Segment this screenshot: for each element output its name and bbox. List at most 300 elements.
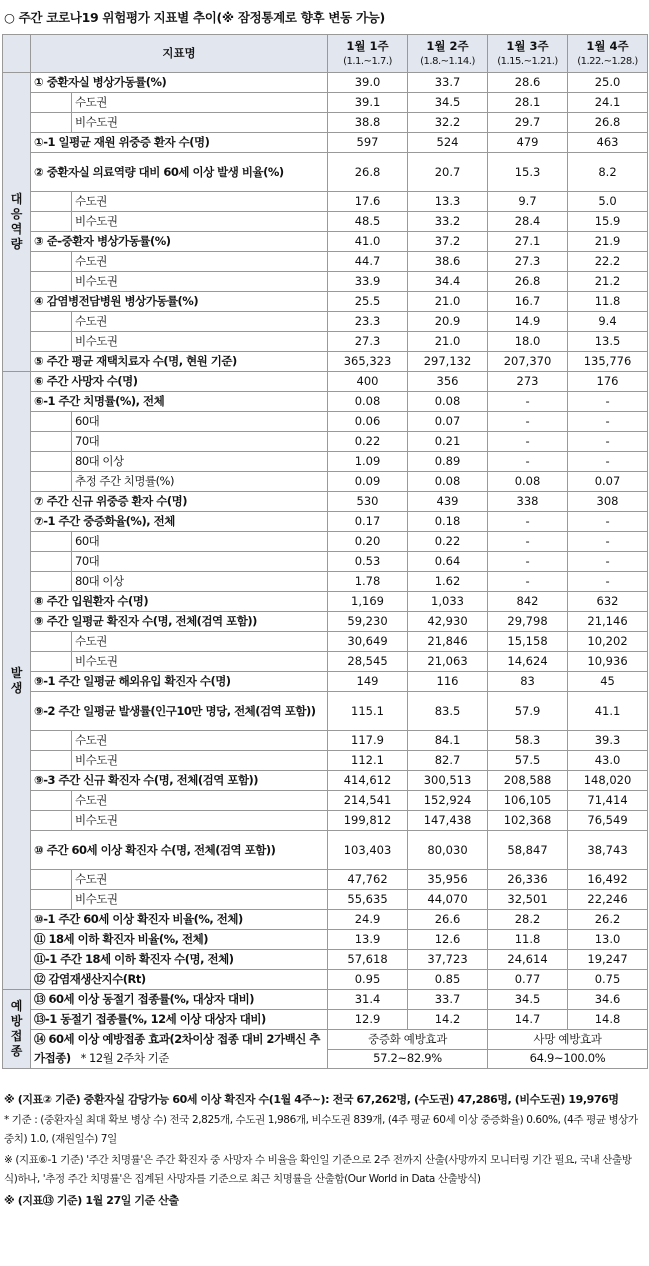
indent-cell [31,93,72,113]
value-cell: 8.2 [568,153,648,192]
category-char: 량 [10,237,23,251]
row-label: 60대 [72,532,328,552]
row-label: 수도권 [72,93,328,113]
value-cell: 12.9 [328,1010,408,1030]
category-char: 역 [10,222,23,236]
value-cell: - [568,392,648,412]
row-label: ⑬ 60세 이상 동절기 접종률(%, 대상자 대비) [31,990,328,1010]
table-row [3,392,648,412]
value-cell: 34.5 [488,990,568,1010]
row-label [31,1030,328,1069]
value-cell: 41.1 [568,692,648,731]
value-cell: 32,501 [488,890,568,910]
value-cell: 524 [408,133,488,153]
footnote: ※ (지표② 기준) 중환자실 감당가능 60세 이상 확진자 수(1월 4주~): 전국 67,262명, (수도권) 47,286명, (비수도권) 19,976명 [4,1093,619,1106]
value-cell: - [568,532,648,552]
value-cell: - [488,432,568,452]
indent-cell [31,252,72,272]
value-cell: 15,158 [488,632,568,652]
value-cell: 21.0 [408,332,488,352]
value-cell: 21.2 [568,272,648,292]
value-cell: 530 [328,492,408,512]
table-row [3,811,648,831]
vaccine-effect-note: * 12월 2주차 기준 [80,1051,169,1065]
value-cell: 38,743 [568,831,648,870]
value-cell: 42,930 [408,612,488,632]
value-cell: 338 [488,492,568,512]
value-cell: 365,323 [328,352,408,372]
value-cell: 32.2 [408,113,488,133]
value-cell: 0.64 [408,552,488,572]
table-row [3,252,648,272]
header-corner [3,35,31,73]
indent-cell [31,312,72,332]
value-cell: 9.7 [488,192,568,212]
value-cell: 117.9 [328,731,408,751]
value-cell: 14.8 [568,1010,648,1030]
table-row [3,970,648,990]
value-cell: 13.5 [568,332,648,352]
value-cell: 57.9 [488,692,568,731]
value-cell: 15.3 [488,153,568,192]
indent-cell [31,890,72,910]
value-cell: 24.1 [568,93,648,113]
value-cell: 0.21 [408,432,488,452]
table-row [3,930,648,950]
table-row [3,412,648,432]
table-row [3,113,648,133]
row-label: 비수도권 [72,652,328,672]
value-cell: 43.0 [568,751,648,771]
header-week: 1월 2주 (1.8.~1.14.) [408,35,488,73]
row-label: ⑨-1 주간 일평균 해외유입 확진자 수(명) [31,672,328,692]
value-cell: 28.6 [488,73,568,93]
death-effect-value: 64.9~100.0% [488,1049,648,1069]
row-label: ⑥-1 주간 치명률(%), 전체 [31,392,328,412]
row-label: 80대 이상 [72,452,328,472]
value-cell: 1.62 [408,572,488,592]
value-cell: 26.8 [568,113,648,133]
severe-effect-title: 중증화 예방효과 [328,1030,488,1050]
value-cell: 44,070 [408,890,488,910]
indent-cell [31,113,72,133]
value-cell: 39.0 [328,73,408,93]
table-row [3,950,648,970]
death-effect-title: 사망 예방효과 [488,1030,648,1050]
value-cell: 47,762 [328,870,408,890]
value-cell: 11.8 [568,292,648,312]
table-row [3,612,648,632]
table-row [3,512,648,532]
value-cell: 45 [568,672,648,692]
category-char: 방 [10,1014,23,1028]
footnote: ※ (지표⑬ 기준) 1월 27일 기준 산출 [4,1194,179,1207]
value-cell: 0.22 [408,532,488,552]
value-cell: 1.09 [328,452,408,472]
value-cell: 83.5 [408,692,488,731]
value-cell: 148,020 [568,771,648,791]
table-row [3,990,648,1010]
table-row [3,352,648,372]
value-cell: 115.1 [328,692,408,731]
row-label: ⑪-1 주간 18세 이하 확진자 수(명, 전체) [31,950,328,970]
value-cell: 147,438 [408,811,488,831]
value-cell: 83 [488,672,568,692]
value-cell: 14.9 [488,312,568,332]
value-cell: 308 [568,492,648,512]
row-label: 60대 [72,412,328,432]
risk-indicator-table [2,34,648,1069]
value-cell: 13.9 [328,930,408,950]
indent-cell [31,552,72,572]
value-cell: 35,956 [408,870,488,890]
indent-cell [31,731,72,751]
value-cell: 842 [488,592,568,612]
table-row [3,153,648,192]
value-cell: - [488,392,568,412]
row-label: ② 중환자실 의료역량 대비 60세 이상 발생 비율(%) [31,153,328,192]
row-label: ⑩ 주간 60세 이상 확진자 수(명, 전체(검역 포함)) [31,831,328,870]
value-cell: 48.5 [328,212,408,232]
value-cell: 176 [568,372,648,392]
value-cell: 400 [328,372,408,392]
value-cell: 57.5 [488,751,568,771]
table-row [3,751,648,771]
row-label: 수도권 [72,252,328,272]
category-char: 접 [10,1029,23,1043]
value-cell: 39.3 [568,731,648,751]
row-label: ④ 감염병전담병원 병상가동률(%) [31,292,328,312]
category-char: 대 [10,192,23,206]
value-cell: 0.89 [408,452,488,472]
value-cell: 273 [488,372,568,392]
value-cell: 102,368 [488,811,568,831]
category-char: 예 [10,999,23,1013]
value-cell: - [568,432,648,452]
value-cell: 24,614 [488,950,568,970]
row-label: ①-1 일평균 재원 위중증 환자 수(명) [31,133,328,153]
value-cell: - [488,452,568,472]
table-row [3,672,648,692]
value-cell: 31.4 [328,990,408,1010]
row-label: 수도권 [72,632,328,652]
value-cell: 76,549 [568,811,648,831]
row-label: ⑫ 감염재생산지수(Rt) [31,970,328,990]
indent-cell [31,272,72,292]
value-cell: 0.18 [408,512,488,532]
indent-cell [31,432,72,452]
value-cell: 28.2 [488,910,568,930]
table-row [3,73,648,93]
value-cell: 0.09 [328,472,408,492]
value-cell: 26.8 [488,272,568,292]
row-label: 수도권 [72,192,328,212]
header-week: 1월 3주 (1.15.~1.21.) [488,35,568,73]
table-row [3,692,648,731]
row-label: 추정 주간 치명률(%) [72,472,328,492]
row-label: 80대 이상 [72,572,328,592]
category-char: 종 [10,1044,23,1058]
value-cell: 33.9 [328,272,408,292]
table-row [3,771,648,791]
value-cell: - [488,552,568,572]
value-cell: 14.7 [488,1010,568,1030]
category-cell [3,990,31,1069]
value-cell: 479 [488,133,568,153]
table-row [3,652,648,672]
indent-cell [31,811,72,831]
value-cell: 28.1 [488,93,568,113]
value-cell: 58.3 [488,731,568,751]
value-cell: 0.20 [328,532,408,552]
value-cell: 30,649 [328,632,408,652]
row-label: ⑬-1 동절기 접종률(%, 12세 이상 대상자 대비) [31,1010,328,1030]
severe-effect-value: 57.2~82.9% [328,1049,488,1069]
indent-cell [31,751,72,771]
table-row [3,890,648,910]
value-cell: 1.78 [328,572,408,592]
value-cell: 15.9 [568,212,648,232]
table-row [3,492,648,512]
value-cell: - [568,572,648,592]
value-cell: 0.06 [328,412,408,432]
value-cell: 37,723 [408,950,488,970]
value-cell: 0.22 [328,432,408,452]
value-cell: 112.1 [328,751,408,771]
value-cell: 597 [328,133,408,153]
table-row [3,232,648,252]
row-label: ⑦-1 주간 중증화율(%), 전체 [31,512,328,532]
value-cell: 106,105 [488,791,568,811]
table-row [3,192,648,212]
table-row [3,532,648,552]
row-label: 비수도권 [72,272,328,292]
value-cell: 84.1 [408,731,488,751]
row-label: 비수도권 [72,113,328,133]
value-cell: 82.7 [408,751,488,771]
value-cell: 208,588 [488,771,568,791]
category-char: 생 [10,680,23,695]
value-cell: 21.9 [568,232,648,252]
row-label: 수도권 [72,731,328,751]
value-cell: 25.0 [568,73,648,93]
row-label: ⑪ 18세 이하 확진자 비율(%, 전체) [31,930,328,950]
value-cell: 39.1 [328,93,408,113]
value-cell: 57,618 [328,950,408,970]
value-cell: 116 [408,672,488,692]
table-row [3,292,648,312]
value-cell: 463 [568,133,648,153]
row-label: 비수도권 [72,212,328,232]
value-cell: 0.08 [408,392,488,412]
page-title: ○ 주간 코로나19 위험평가 지표별 추이(※ 잠정통계로 향후 변동 가능) [4,10,385,25]
value-cell: 27.3 [488,252,568,272]
value-cell: 25.5 [328,292,408,312]
row-label: 비수도권 [72,332,328,352]
value-cell: 0.08 [488,472,568,492]
value-cell: 414,612 [328,771,408,791]
row-label: ① 중환자실 병상가동률(%) [31,73,328,93]
indent-cell [31,870,72,890]
value-cell: - [568,412,648,432]
value-cell: 0.75 [568,970,648,990]
value-cell: 29.7 [488,113,568,133]
value-cell: 20.9 [408,312,488,332]
header-week: 1월 1주 (1.1.~1.7.) [328,35,408,73]
value-cell: 33.2 [408,212,488,232]
value-cell: 16.7 [488,292,568,312]
row-label: ⑤ 주간 평균 재택치료자 수(명, 현원 기준) [31,352,328,372]
value-cell: 10,936 [568,652,648,672]
table-row [3,632,648,652]
row-label: ⑧ 주간 입원환자 수(명) [31,592,328,612]
vaccine-effect-label: ⑭ 60세 이상 예방접종 효과(2차이상 접종 대비 2가백신 추가접종) [34,1032,320,1065]
value-cell: 27.1 [488,232,568,252]
value-cell: 37.2 [408,232,488,252]
value-cell: 0.17 [328,512,408,532]
table-row [3,133,648,153]
value-cell: 21,063 [408,652,488,672]
value-cell: 13.0 [568,930,648,950]
table-row [3,831,648,870]
value-cell: - [488,532,568,552]
value-cell: 33.7 [408,73,488,93]
value-cell: 33.7 [408,990,488,1010]
value-cell: 41.0 [328,232,408,252]
indent-cell [31,452,72,472]
value-cell: 297,132 [408,352,488,372]
value-cell: 55,635 [328,890,408,910]
table-row [3,791,648,811]
value-cell: 22.2 [568,252,648,272]
table-row [3,870,648,890]
category-char: 응 [10,207,23,221]
value-cell: 27.3 [328,332,408,352]
row-label: 수도권 [72,870,328,890]
table-row [3,1010,648,1030]
value-cell: 0.95 [328,970,408,990]
row-label: ⑦ 주간 신규 위중증 환자 수(명) [31,492,328,512]
value-cell: 14,624 [488,652,568,672]
value-cell: 149 [328,672,408,692]
value-cell: 34.6 [568,990,648,1010]
value-cell: 18.0 [488,332,568,352]
indent-cell [31,532,72,552]
value-cell: 152,924 [408,791,488,811]
indent-cell [31,192,72,212]
value-cell: 0.85 [408,970,488,990]
row-label: 70대 [72,432,328,452]
value-cell: 300,513 [408,771,488,791]
value-cell: 214,541 [328,791,408,811]
table-row [3,572,648,592]
value-cell: 207,370 [488,352,568,372]
value-cell: 0.77 [488,970,568,990]
value-cell: 34.5 [408,93,488,113]
value-cell: 1,033 [408,592,488,612]
value-cell: 632 [568,592,648,612]
value-cell: 21,146 [568,612,648,632]
row-label: ③ 준-중환자 병상가동률(%) [31,232,328,252]
table-row [3,432,648,452]
value-cell: - [488,412,568,432]
value-cell: 59,230 [328,612,408,632]
value-cell: 356 [408,372,488,392]
value-cell: 22,246 [568,890,648,910]
row-label: 비수도권 [72,890,328,910]
value-cell: 58,847 [488,831,568,870]
row-label: 비수도권 [72,811,328,831]
value-cell: - [488,572,568,592]
category-char: 발 [10,665,23,680]
value-cell: 34.4 [408,272,488,292]
value-cell: 17.6 [328,192,408,212]
row-label: ⑩-1 주간 60세 이상 확진자 비율(%, 전체) [31,910,328,930]
value-cell: 0.07 [568,472,648,492]
row-label: ⑨-2 주간 일평균 발생률(인구10만 명당, 전체(검역 포함)) [31,692,328,731]
value-cell: 26,336 [488,870,568,890]
footnotes [4,1090,644,1212]
table-row [3,452,648,472]
row-label: 수도권 [72,791,328,811]
value-cell: 13.3 [408,192,488,212]
value-cell: 29,798 [488,612,568,632]
value-cell: 10,202 [568,632,648,652]
row-label: ⑨ 주간 일평균 확진자 수(명, 전체(검역 포함)) [31,612,328,632]
value-cell: 135,776 [568,352,648,372]
table-row [3,910,648,930]
indent-cell [31,472,72,492]
row-label: 비수도권 [72,751,328,771]
indent-cell [31,212,72,232]
indent-cell [31,652,72,672]
value-cell: 28.4 [488,212,568,232]
value-cell: 1,169 [328,592,408,612]
value-cell: 28,545 [328,652,408,672]
footnote: ※ (지표⑥-1 기준) '주간 치명률'은 주간 확진자 중 사망자 수 비율을 확인일 기준으로 2주 전까지 산출(사망까지 모니터링 기간 필요, 국내 산출방식)하나, '추정 주간 치명률'은 집계된 사망자를 기준으로 최근 치명률을 산출함(Our World in Data 산출방식) [4,1154,632,1185]
value-cell: 44.7 [328,252,408,272]
table-row [3,272,648,292]
value-cell: 14.2 [408,1010,488,1030]
value-cell: 0.53 [328,552,408,572]
value-cell: 12.6 [408,930,488,950]
value-cell: 21,846 [408,632,488,652]
value-cell: 16,492 [568,870,648,890]
value-cell: 20.7 [408,153,488,192]
table-row [3,731,648,751]
value-cell: 26.8 [328,153,408,192]
header-row [3,35,648,73]
value-cell: 19,247 [568,950,648,970]
value-cell: 0.08 [408,472,488,492]
value-cell: 21.0 [408,292,488,312]
indent-cell [31,791,72,811]
value-cell: 0.07 [408,412,488,432]
table-row [3,372,648,392]
value-cell: 439 [408,492,488,512]
row-label: 70대 [72,552,328,572]
row-label: ⑥ 주간 사망자 수(명) [31,372,328,392]
table-row [3,212,648,232]
table-row [3,312,648,332]
value-cell: - [488,512,568,532]
value-cell: 38.6 [408,252,488,272]
value-cell: 23.3 [328,312,408,332]
value-cell: 199,812 [328,811,408,831]
table-row [3,592,648,612]
value-cell: - [568,452,648,472]
indent-cell [31,632,72,652]
